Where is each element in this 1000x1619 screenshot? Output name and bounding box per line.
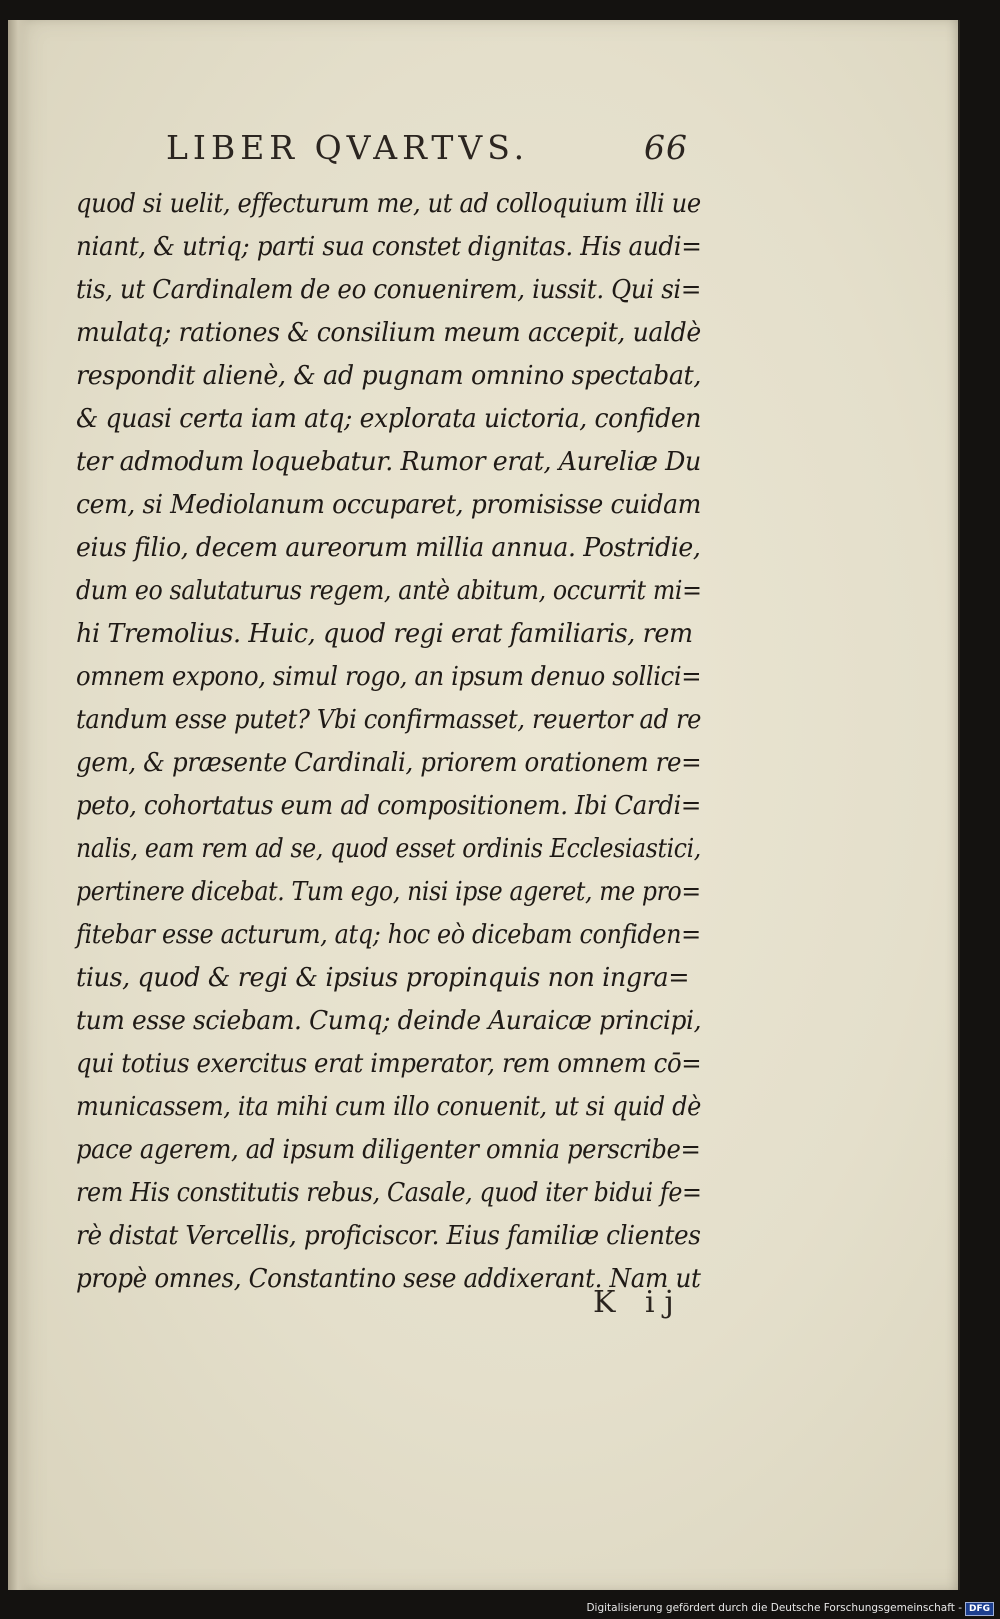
text-line: fitebar esse acturum, atq; hoc eò dicebam confiden= [76, 920, 701, 950]
text-line: tandum esse putet? Vbi confirmasset, reuertor ad re [76, 705, 702, 735]
body-text [76, 183, 716, 1301]
text-line: ter admodum loquebatur. Rumor erat, Aureliæ Du [76, 447, 701, 477]
text-line: omnem expono, simul rogo, an ipsum denuo sollici= [76, 662, 702, 692]
text-line: propè omnes, Constantino sese addixerant. Nam ut [76, 1264, 701, 1294]
text-line: eius filio, decem aureorum millia annua. Postridie, [76, 533, 701, 563]
running-head-title: LIBER QVARTVS. [166, 128, 530, 167]
digitization-credit [586, 1600, 994, 1616]
text-line: peto, cohortatus eum ad compositionem. Ibi Cardi= [76, 791, 702, 821]
text-line: pertinere dicebat. Tum ego, nisi ipse ageret, me pro= [76, 877, 701, 907]
text-line: quod si uelit, effecturum me, ut ad colloquium illi ue [76, 189, 701, 219]
text-line: municassem, ita mihi cum illo conuenit, ut si quid dè [76, 1092, 701, 1122]
text-line: dum eo salutaturus regem, antè abitum, occurrit mi= [76, 576, 702, 606]
text-line: respondit alienè, & ad pugnam omnino spectabat, [76, 361, 702, 391]
page-gutter-shadow [8, 20, 30, 1590]
text-line: niant, & utriq; parti sua constet dignitas. His audi= [76, 232, 702, 262]
text-line: rè distat Vercellis, proficiscor. Eius familiæ clientes [76, 1221, 701, 1251]
text-line: tius, quod & regi & ipsius propinquis non ingra= [76, 963, 690, 993]
text-line: qui totius exercitus erat imperator, rem omnem cō= [76, 1049, 702, 1079]
text-line: hi Tremolius. Huic, quod regi erat familiaris, rem [76, 619, 693, 649]
credit-text: Digitalisierung gefördert durch die Deutsche Forschungsgemeinschaft - [586, 1602, 962, 1614]
text-line: nalis, eam rem ad se, quod esset ordinis Ecclesiastici, [76, 834, 701, 864]
text-line: gem, & præsente Cardinali, priorem orationem re= [76, 748, 702, 778]
text-line: & quasi certa iam atq; explorata uictoria, confiden [76, 404, 702, 434]
text-line: tum esse sciebam. Cumq; deinde Auraicæ principi, [76, 1006, 702, 1036]
text-line: pace agerem, ad ipsum diligenter omnia perscribe= [76, 1135, 701, 1165]
text-line: mulatq; rationes & consilium meum accepit, ualdè [76, 318, 701, 348]
signature-mark: K ij [593, 1285, 684, 1320]
page-number: 66 [644, 128, 688, 167]
text-line: tis, ut Cardinalem de eo conuenirem, iussit. Qui si= [76, 275, 702, 305]
running-head [166, 128, 686, 170]
book-page [8, 20, 960, 1590]
text-line: cem, si Mediolanum occuparet, promisisse cuidam [76, 490, 701, 520]
text-line: rem His constitutis rebus, Casale, quod iter bidui fe= [76, 1178, 702, 1208]
dfg-logo: DFG [965, 1602, 994, 1616]
